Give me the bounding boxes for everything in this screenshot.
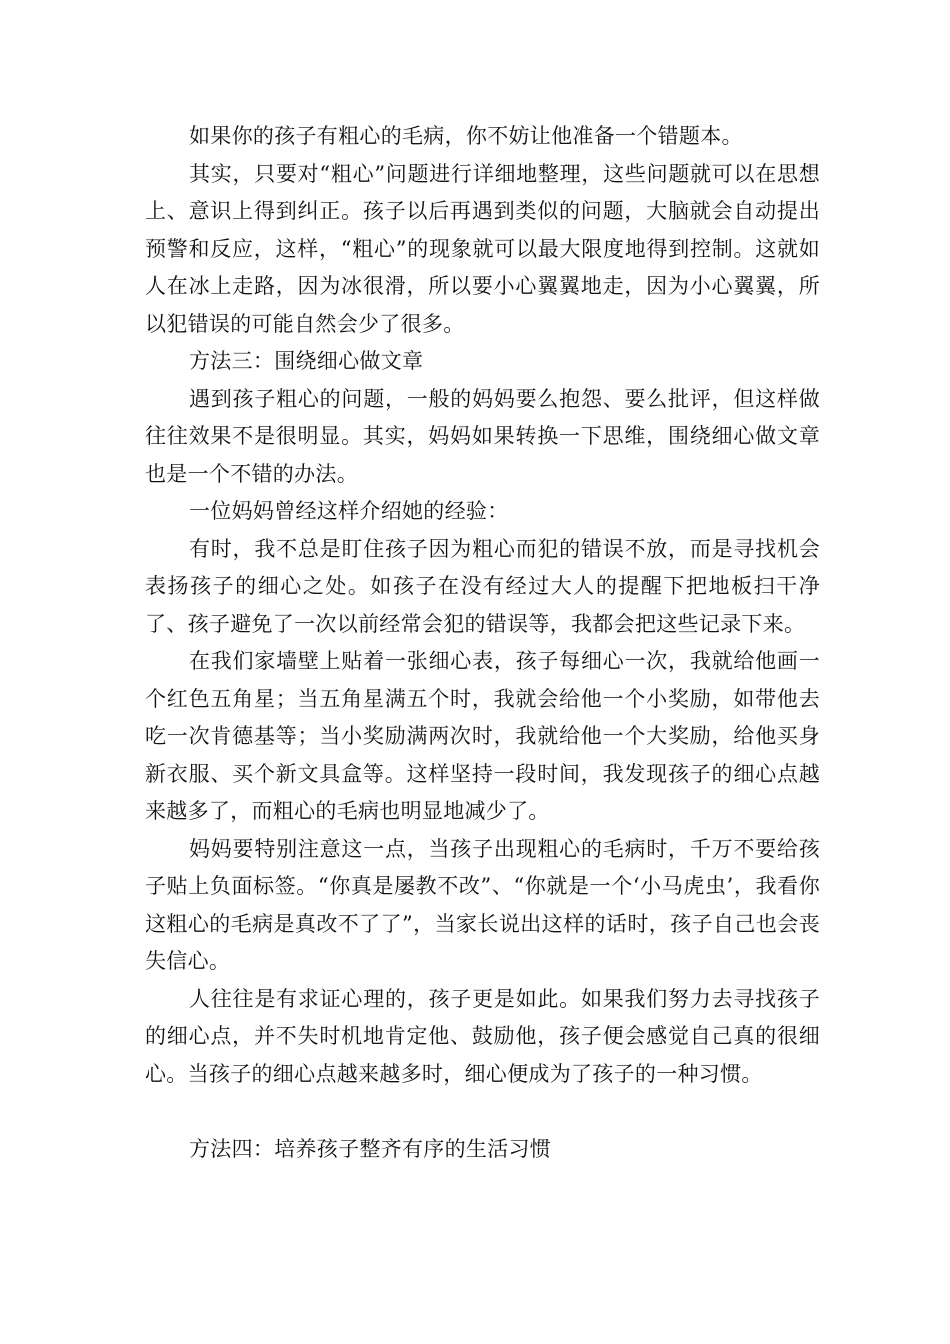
paragraph-mother-experience-intro: 一位妈妈曾经这样介绍她的经验：: [189, 499, 509, 523]
document-page: [145, 118, 820, 1168]
paragraph-careless-analysis: 其实，只要对“粗心”问题进行详细地整理，这些问题就可以在思想上、意识上得到纠正。孩子以后再遇到类似的问题，大脑就会自动提出预警和反应，这样，“粗心”的现象就可以最大限度地得到控制。这就如人在冰上走路，因为冰很滑，所以要小心翼翼地走，因为小心翼翼，所以犯错误的可能自然会少了很多。: [145, 161, 820, 336]
paragraph-praise-carefulness: 有时，我不总是盯住孩子因为粗心而犯的错误不放，而是寻找机会表扬孩子的细心之处。如孩子在没有经过大人的提醒下把地板扫干净了、孩子避免了一次以前经常会犯的错误等，我都会把这些记录下来。: [145, 536, 820, 636]
heading-method-four: 方法四：培养孩子整齐有序的生活习惯: [189, 1136, 552, 1161]
paragraph-negative-labels: 妈妈要特别注意这一点，当孩子出现粗心的毛病时，千万不要给孩子贴上负面标签。“你真是屡教不改”、“你就是一个‘小马虎虫’，我看你这粗心的毛病是真改不了了”，当家长说出这样的话时，孩子自己也会丧失信心。: [145, 836, 820, 973]
paragraph-method-three-intro: 遇到孩子粗心的问题，一般的妈妈要么抱怨、要么批评，但这样做往往效果不是很明显。其实，妈妈如果转换一下思维，围绕细心做文章也是一个不错的办法。: [145, 386, 820, 486]
heading-method-three: 方法三：围绕细心做文章: [189, 349, 424, 373]
paragraph-carefulness-chart: 在我们家墙壁上贴着一张细心表，孩子每细心一次，我就给他画一个红色五角星；当五角星满五个时，我就会给他一个小奖励，如带他去吃一次肯德基等；当小奖励满两次时，我就给他一个大奖励，给他买身新衣服、买个新文具盒等。这样坚持一段时间，我发现孩子的细心点越来越多了，而粗心的毛病也明显地减少了。: [145, 649, 820, 823]
paragraph-spacer: [145, 1093, 820, 1131]
paragraph-confirmation-psychology: 人往往是有求证心理的，孩子更是如此。如果我们努力去寻找孩子的细心点，并不失时机地肯定他、鼓励他，孩子便会感觉自己真的很细心。当孩子的细心点越来越多时，细心便成为了孩子的一种习惯。: [145, 986, 820, 1086]
paragraph-error-notebook: 如果你的孩子有粗心的毛病，你不妨让他准备一个错题本。: [189, 124, 743, 148]
